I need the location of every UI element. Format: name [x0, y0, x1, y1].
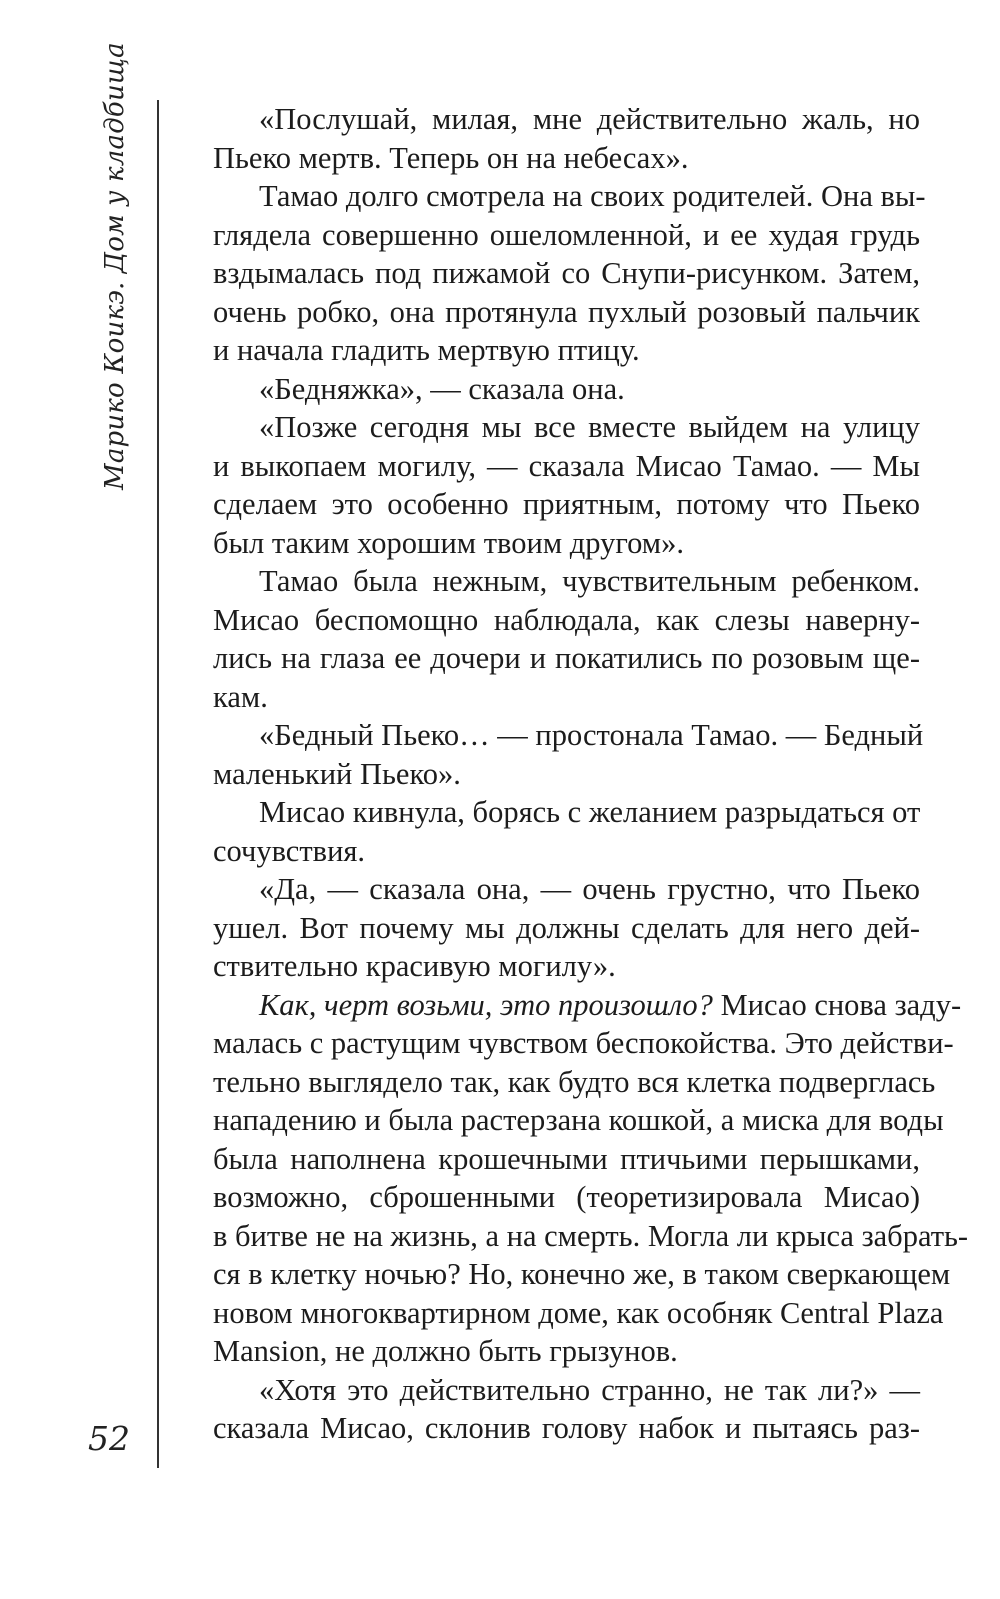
- text-line: тельно выглядело так, как будто вся клетка подверглась: [213, 1064, 936, 1099]
- text-line: возможно, сброшенными (теоретизировала Мисао): [213, 1180, 920, 1214]
- text-line: Мисао кивнула, борясь с желанием разрыдаться от: [259, 795, 921, 829]
- text-line: ся в клетку ночью? Но, конечно же, в таком сверкающем: [213, 1257, 951, 1291]
- text-line: «Хотя это действительно странно, не так ли?» —: [259, 1372, 920, 1407]
- running-head-container: [80, 42, 150, 490]
- text-line: новом многоквартирном доме, как особняк Central Plaza: [213, 1295, 944, 1330]
- text-line: Тамао была нежным, чувствительным ребенком.: [259, 564, 920, 598]
- text-line: лись на глаза ее дочери и покатились по розовым ще-: [213, 641, 920, 675]
- text-line: и начала гладить мертвую птицу.: [213, 333, 640, 367]
- text-line: и выкопаем могилу, — сказала Мисао Тамао. — Мы: [213, 448, 920, 483]
- text-line: кам.: [213, 679, 268, 714]
- running-head: Марико Коикэ. Дом у кладбища: [100, 42, 130, 490]
- text-line: Mansion, не должно быть грызунов.: [213, 1334, 678, 1368]
- text-line: «Позже сегодня мы все вместе выйдем на улицу: [259, 410, 920, 444]
- text-line: сочувствия.: [213, 833, 366, 868]
- text-line: «Послушай, милая, мне действительно жаль, но: [259, 102, 920, 136]
- text-line: вздымалась под пижамой со Снупи-рисунком. Затем,: [213, 256, 920, 290]
- text-line: сказала Мисао, склонив голову набок и пытаясь раз-: [213, 1411, 920, 1445]
- text-line: ствительно красивую могилу».: [213, 949, 616, 983]
- text-line: «Бедняжка», — сказала она.: [259, 371, 625, 406]
- text-line: «Бедный Пьеко… — простонала Тамао. — Бедный: [259, 718, 924, 752]
- text-line: маленький Пьеко».: [213, 756, 461, 791]
- text-line: была наполнена крошечными птичьими перышками,: [213, 1141, 920, 1176]
- body-text: [213, 100, 969, 1448]
- text-line: сделаем это особенно приятным, потому что Пьеко: [213, 487, 920, 521]
- text-line: глядела совершенно ошеломленной, и ее худая грудь: [213, 217, 920, 252]
- text-line: Пьеко мертв. Теперь он на небесах».: [213, 140, 689, 175]
- text-line: малась с растущим чувством беспокойства. Это действи-: [213, 1026, 954, 1060]
- text-line: очень робко, она протянула пухлый розовый пальчик: [213, 294, 920, 329]
- text-line: Мисао беспомощно наблюдала, как слезы наверну-: [213, 602, 920, 637]
- text-line: в битве не на жизнь, а на смерть. Могла ли крыса забрать-: [213, 1218, 969, 1253]
- text-line: «Да, — сказала она, — очень грустно, что Пьеко: [259, 872, 920, 906]
- text-line: ушел. Вот почему мы должны сделать для него дей-: [213, 910, 920, 945]
- margin-rule: [157, 100, 159, 1468]
- text-line: Тамао долго смотрела на своих родителей. Она вы-: [259, 179, 926, 213]
- page-number: 52: [88, 1419, 130, 1458]
- text-line: был таким хорошим твоим другом».: [213, 525, 684, 560]
- text-line: Как, черт возьми, это произошло? Мисао снова заду-: [259, 987, 962, 1022]
- text-line: нападению и была растерзана кошкой, а миска для воды: [213, 1103, 944, 1137]
